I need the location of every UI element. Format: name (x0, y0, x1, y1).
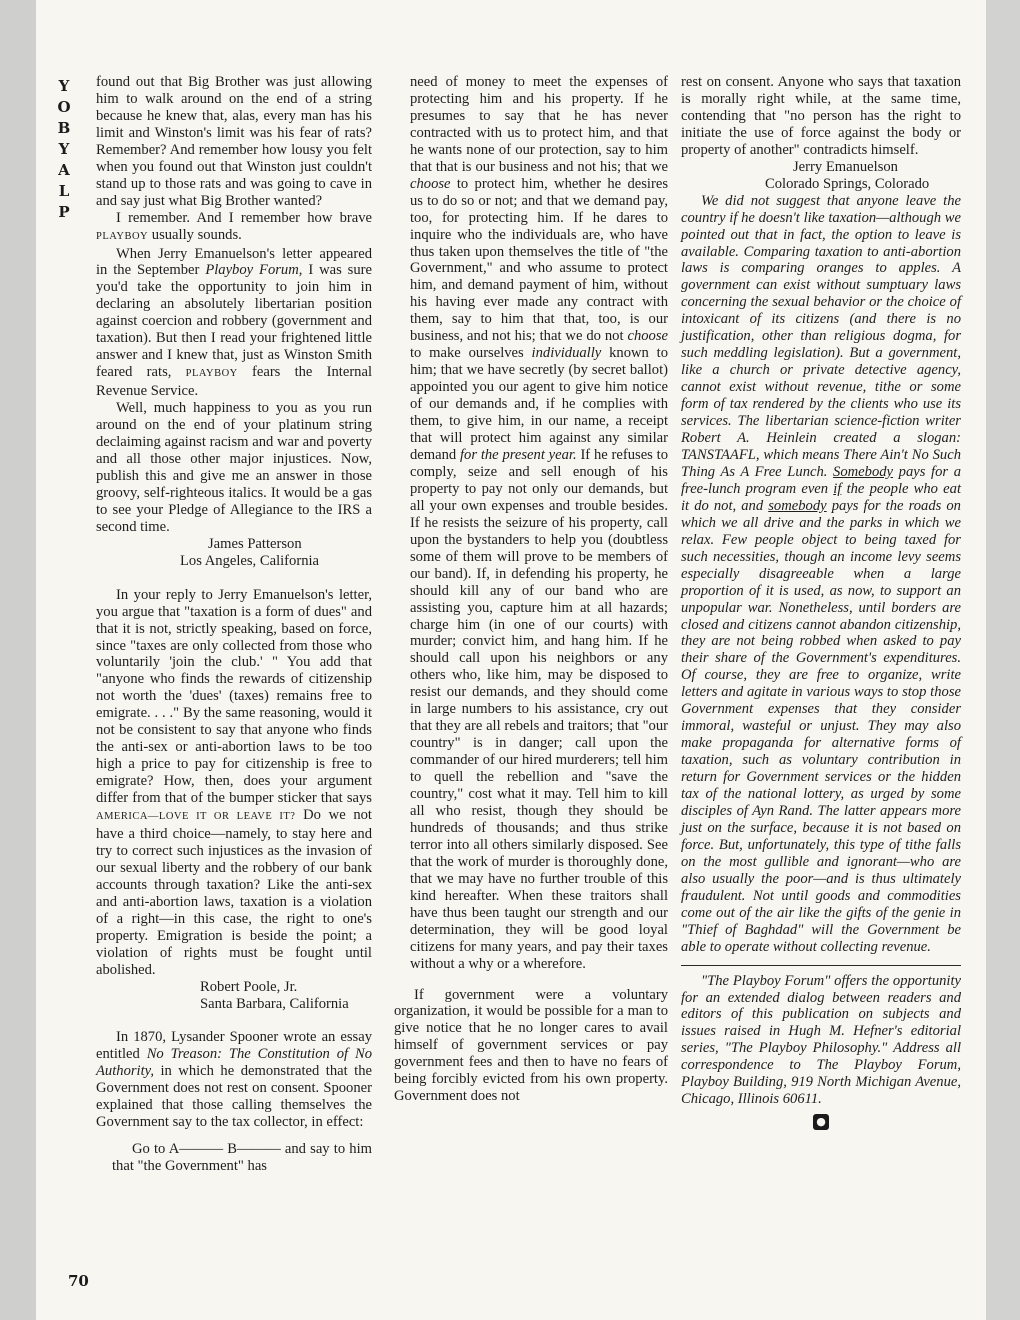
letter-paragraph: In 1870, Lysander Spooner wrote an essay entitled No Treason: The Constitution of No Authority, in which he demonstrated that the Government does not rest on consent. Spooner explained that those calling themselves the Government say to the tax collector, in effect: (96, 1029, 372, 1131)
signature-name: Robert Poole, Jr. (200, 978, 298, 995)
masthead-letter: B (57, 119, 71, 137)
column-left (96, 74, 372, 1175)
quoted-passage: need of money to meet the expenses of protecting him and his property. If he presumes to say that he has never contracted with us to protect him, and that he wants none of our protection, say to him that that is our business and not his; that we choose to protect him, whether he desires us to do so or not; and that we demand pay, too, for protecting him. If he dares to inquire who the individuals are, who have thus taken upon themselves the title of "the Government," and who assume to protect him, and demand payment of him, without his having ever made any contract with them, say to him that that, too, is our business, and not his; that we do not choose to make ourselves individually known to him; that we have secretly (by secret ballot) appointed you our agent to give him notice of our demands and, if he complies with them, to give him, in our name, a receipt that will protect him against any similar demand for the present year. If he refuses to comply, seize and sell enough of his property to pay not only our demands, but all your own expenses and trouble besides. If he resists the seizure of his property, call upon the bystanders to help you (doubtless some of them will prove to be members of our band). If, in defending his property, he should kill any of our band who are assisting you, capture him at all hazards; charge him (in one of our courts) with murder; convict him, and hang him. If he should call upon his neighbors or any others who, like him, may be disposed to resist our demands, and they should come in large numbers to his assistance, cry out that they are all rebels and traitors; that "our country" is in danger; call upon the commander of our hired murderers; tell him to quell the rebellion and "save the country," cost what it may. Tell him to kill all who resist, though they should be hundreds of thousands; and thus strike terror into all others similarly disposed. See that the work of murder is thoroughly done, that we may have no further trouble of this kind hereafter. When these traitors shall have thus been taught our strength and our determination, they will be good loyal citizens for many years, and pay their taxes without a why or a wherefore. (410, 74, 668, 972)
masthead-letter: A (58, 161, 70, 179)
masthead-letter: P (58, 203, 70, 221)
quoted-passage: Go to A——— B——— and say to him that "the Government" has (112, 1141, 372, 1175)
letter-paragraph: If government were a voluntary organization, it would be possible for a man to give notice that he no longer cares to avail himself of government services or pay government fees and then to have no fears of being forcibly evicted from his own property. Government does not (394, 986, 668, 1105)
rabbit-head-icon: ● (813, 1114, 829, 1130)
letter-paragraph: found out that Big Brother was just allowing him to walk around on the end of a string because he knew that, alas, every man has his limit and Winston's limit was his fear of rats? Remember? And remember how lousy you felt when you found out that Winston just couldn't stand up to those rats and was going to cave in and say just what Big Brother wanted? (96, 74, 372, 209)
page-number: 70 (68, 1272, 89, 1290)
signature-place: Colorado Springs, Colorado (765, 175, 930, 192)
column-right (681, 74, 961, 1130)
masthead-letter: Y (58, 77, 70, 95)
masthead-letter: O (57, 98, 71, 116)
letter-paragraph: In your reply to Jerry Emanuelson's letter, you argue that "taxation is a form of dues" and that it is not, strictly speaking, based on force, since "taxes are only collected from those who voluntarily 'join the club.' " You add that "anyone who finds the rewards of citizenship not worth the 'dues' (taxes) remains free to emigrate. . . ." By the same reasoning, would it not be consistent to say that anyone who finds the anti-sex or anti-abortion laws to be too high a price to pay for citizenship is free to emigrate? How, then, does your argument differ from that of the bumper sticker that says AMERICA—LOVE IT OR LEAVE IT? Do we not have a third choice—namely, to stay here and try to correct such injustices as the invasion of our sexual liberty and the robbery of our bank accounts through taxation? Like the anti-sex and anti-abortion laws, taxation is a violation of a right—in this case, the right to one's property. Emigration is beside the point; a violation of rights must be fought until abolished. (96, 586, 372, 978)
signature-place: Los Angeles, California (180, 552, 320, 569)
vertical-masthead (54, 76, 74, 223)
signature-name: Jerry Emanuelson (793, 158, 898, 175)
signature-place: Santa Barbara, California (200, 995, 349, 1012)
signature-name: James Patterson (208, 535, 302, 552)
page-right-edge (986, 0, 1020, 1320)
letter-paragraph: I remember. And I remember how brave PLAYBOY usually sounds. (96, 209, 372, 243)
column-middle (394, 74, 668, 1105)
forum-footer-note: "The Playboy Forum" offers the opportunity for an extended dialog between readers and editors of this publication on subjects and issues raised in Hugh M. Hefner's editorial series, "The Playboy Philosophy." Address all correspondence to The Playboy Forum, Playboy Building, 919 North Michigan Avenue, Chicago, Illinois 60611. (681, 972, 961, 1108)
letter-paragraph: rest on consent. Anyone who says that taxation is morally right while, at the same time, contending that "no person has the right to initiate the use of force against the body or property of another" contradicts himself. (681, 74, 961, 158)
masthead-letter: L (58, 182, 70, 200)
masthead-letter: Y (58, 140, 70, 158)
divider-rule (681, 965, 961, 966)
page-left-edge (0, 0, 36, 1320)
editor-reply: We did not suggest that anyone leave the country if he doesn't like taxation—although we pointed out that in fact, the option to leave is available. Comparing taxation to anti-abortion laws is comparing oranges to apples. A government can exist without sumptuary laws concerning the sexual behavior or the choice of intoxicant of its citizens (and there is no justification, other than religious dogma, for such meddling legislation). But a government, like a church or private detective agency, cannot exist without revenue, tithe or some form of tax rendered by the clients who use its services. The libertarian science-fiction writer Robert A. Heinlein created a slogan: TANSTAAFL, which means There Ain't No Such Thing As A Free Lunch. Somebody pays for a free-lunch program even if the people who eat it do not, and somebody pays for the roads on which we all drive and the parks in which we relax. Few people object to being taxed for such necessities, though an income levy seems especially disagreeable when a large proportion of it is used, as now, to support an unpopular war. Nonetheless, until borders are closed and citizens cannot abandon citizenship, they are not being robbed when asked to pay their share of the Government's expenditures. Of course, they are free to organize, write letters and agitate in various ways to stop those Government expenses that they consider immoral, wasteful or unjust. They may also make propaganda for alternative forms of taxation, such as voluntary contribution in return for Government services or the hidden tax of the national lottery, as urged by some disciples of Ayn Rand. The latter appears more just on the surface, because it is not based on force. But, unfortunately, this type of tithe falls on the most gullible and ignorant—who are also usually the poor—and is thus ultimately fraudulent. Not until goods and commodities come out of the air like the gifts of the genie in "Thief of Baghdad" will the Government be able to operate without collecting revenue. (681, 192, 961, 955)
letter-paragraph: When Jerry Emanuelson's letter appeared in the September Playboy Forum, I was sure you'd take the opportunity to join him in declaring an absolutely libertarian position against coercion and robbery (government and taxation). But then I read your frightened little answer and I knew that, just as Winston Smith feared rats, PLAYBOY fears the Internal Revenue Service. (96, 245, 373, 400)
letter-paragraph: Well, much happiness to you as you run around on the end of your platinum string declaiming against racism and war and poverty and all those other major injustices. Now, publish this and give me an answer in those groovy, self-righteous italics. It would be a gas to see your Pledge of Allegiance to the IRS a second time. (96, 400, 372, 535)
